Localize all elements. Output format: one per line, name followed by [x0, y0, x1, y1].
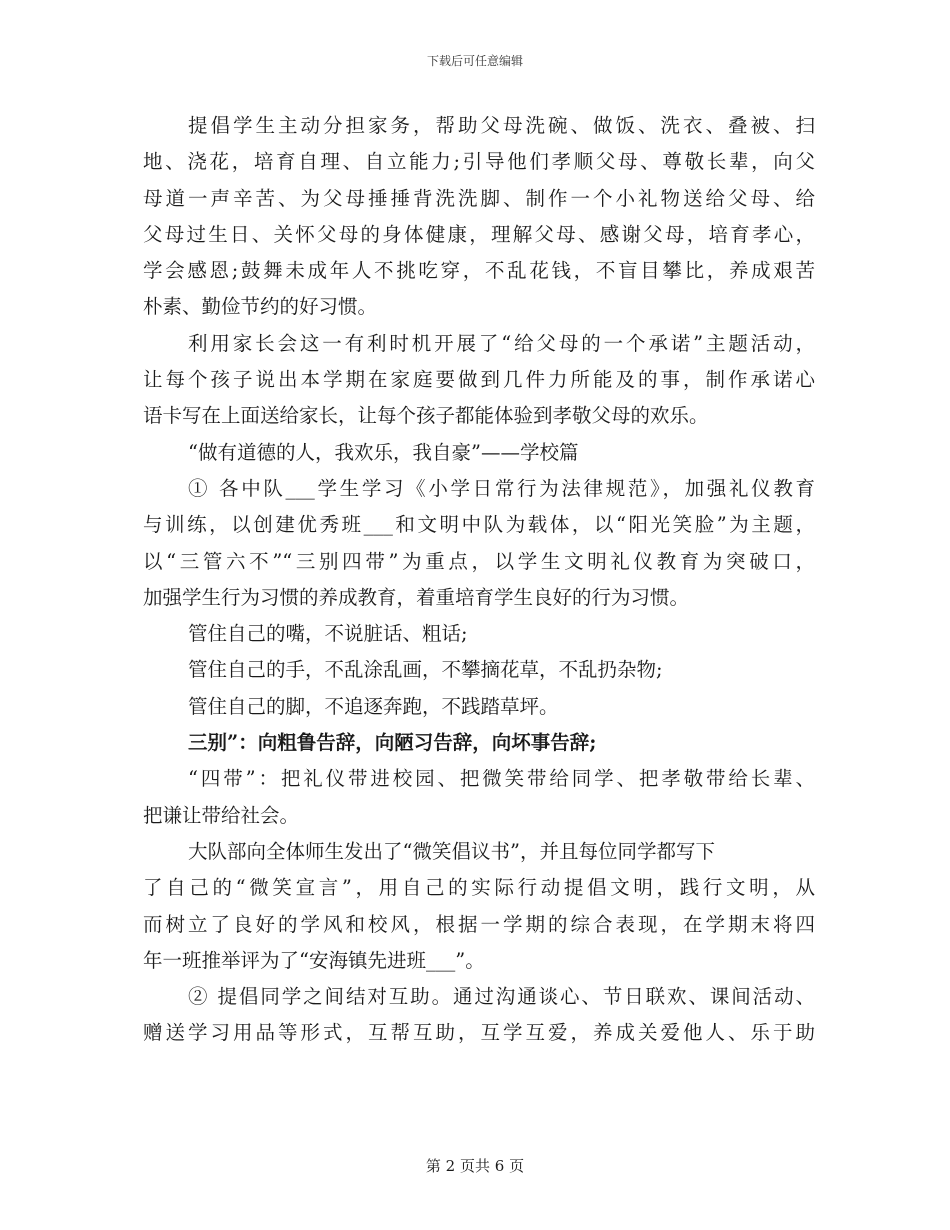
- page-header: 下载后可任意编辑: [426, 54, 523, 68]
- body-line: 而树立了良好的学风和校风，根据一学期的综合表现，在学期末将四: [143, 912, 815, 936]
- body-line: ② 提倡同学之间结对互助。通过沟通谈心、节日联欢、课间活动、: [188, 985, 815, 1009]
- body-line: 语卡写在上面送给家长，让每个孩子都能体验到孝敬父母的欢乐。: [143, 404, 709, 428]
- body-line: 管住自己的嘴，不说脏话、粗话;: [188, 622, 468, 646]
- body-line: 管住自己的手，不乱涂乱画，不攀摘花草，不乱扔杂物;: [188, 658, 663, 682]
- body-line: 管住自己的脚，不追逐奔跑，不践踏草坪。: [188, 694, 559, 718]
- body-line: 学会感恩;鼓舞未成年人不挑吃穿，不乱花钱，不盲目攀比，养成艰苦: [143, 259, 815, 283]
- body-line: 朴素、勤俭节约的好习惯。: [143, 295, 378, 319]
- section-heading: “做有道德的人，我欢乐，我自豪”——学校篇: [188, 440, 579, 464]
- body-line: 母道一声辛苦、为父母捶捶背洗洗脚、制作一个小礼物送给父母、给: [143, 186, 815, 210]
- body-line: 让每个孩子说出本学期在家庭要做到几件力所能及的事，制作承诺心: [143, 368, 815, 392]
- body-line: 以“三管六不”“三别四带”为重点，以学生文明礼仪教育为突破口，: [143, 549, 815, 573]
- body-line: “四带”：把礼仪带进校园、把微笑带给同学、把孝敬带给长辈、: [188, 767, 815, 791]
- body-line: 利用家长会这一有利时机开展了“给父母的一个承诺”主题活动，: [188, 331, 815, 355]
- body-line: 地、浇花，培育自理、自立能力;引导他们孝顺父母、尊敬长辈，向父: [143, 150, 815, 174]
- body-line: 提倡学生主动分担家务，帮助父母洗碗、做饭、洗衣、叠被、扫: [188, 114, 815, 137]
- body-line: 赠送学习用品等形式，互帮互助，互学互爱，养成关爱他人、乐于助: [143, 1021, 815, 1045]
- bold-line: 三别”：向粗鲁告辞，向陋习告辞，向坏事告辞;: [188, 731, 597, 755]
- body-line: ① 各中队___学生学习《小学日常行为法律规范》，加强礼仪教育: [188, 476, 815, 500]
- body-line: 父母过生日、关怀父母的身体健康，理解父母、感谢父母，培育孝心，: [143, 222, 815, 246]
- body-line: 年一班推举评为了“安海镇先进班___”。: [143, 948, 485, 972]
- body-line: 加强学生行为习惯的养成教育，着重培育学生良好的行为习惯。: [143, 585, 690, 609]
- body-line: 大队部向全体师生发出了“微笑倡议书”，并且每位同学都写下: [188, 839, 715, 863]
- document-body: [143, 108, 815, 1052]
- body-line: 了自己的“微笑宣言”，用自己的实际行动提倡文明，践行文明，从: [143, 876, 815, 900]
- body-line: 与训练，以创建优秀班___和文明中队为载体，以“阳光笑脸”为主题，: [143, 513, 815, 537]
- body-line: 把谦让带给社会。: [143, 803, 300, 827]
- page-footer: 第 2 页共 6 页: [425, 1157, 525, 1175]
